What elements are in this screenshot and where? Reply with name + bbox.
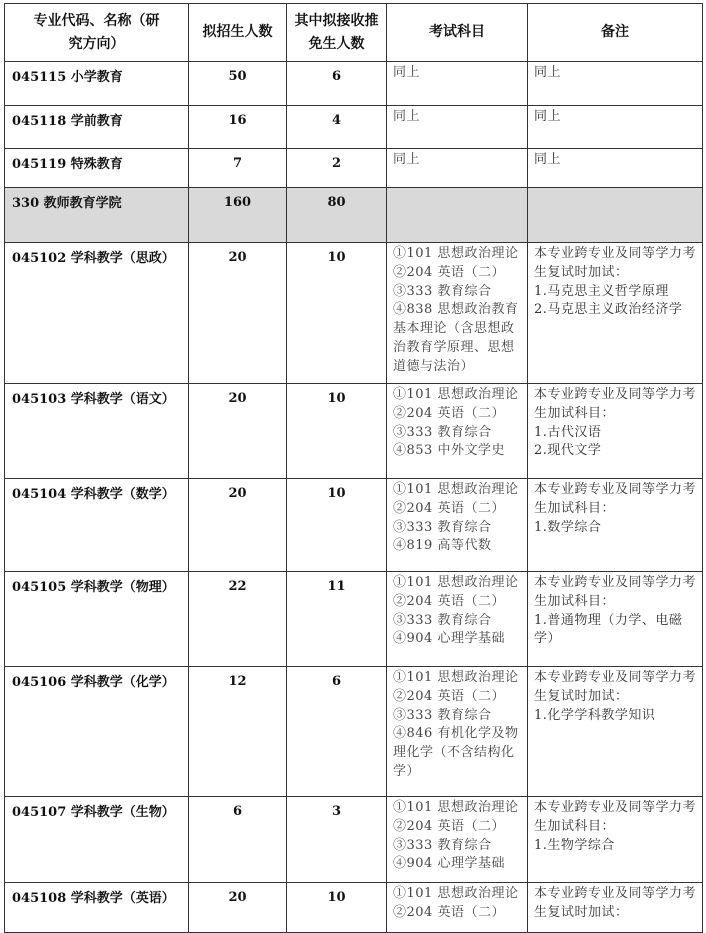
remark bbox=[528, 384, 703, 479]
exempt-count: 10 bbox=[287, 384, 387, 479]
exam-subject: ②204 英语（二） bbox=[393, 593, 505, 609]
major-name: 045104 学科教学（数学） bbox=[5, 479, 189, 572]
header-plan: 拟招生人数 bbox=[189, 4, 287, 62]
table-row bbox=[5, 797, 703, 883]
remark bbox=[528, 479, 703, 572]
remark-line: 同上 bbox=[534, 152, 562, 167]
exam-subjects bbox=[387, 479, 528, 572]
exam-subject: ③333 教育综合 bbox=[393, 707, 492, 723]
exam-subjects bbox=[387, 883, 528, 933]
remark-line: 本专业跨专业及同等学力考生加试科目： bbox=[534, 387, 697, 421]
major-name: 045107 学科教学（生物） bbox=[5, 797, 189, 883]
remark-line: 1.化学学科教学知识 bbox=[534, 707, 656, 723]
exam-subject: ①101 思想政治理论 bbox=[393, 482, 519, 497]
header-row bbox=[5, 4, 703, 62]
remark bbox=[528, 62, 703, 106]
exam-subject: ④819 高等代数 bbox=[393, 538, 492, 554]
exam-subject: ③333 教育综合 bbox=[393, 424, 492, 440]
major-name: 330 教师教育学院 bbox=[5, 188, 189, 243]
exam-subject: ②204 英语（二） bbox=[393, 688, 505, 704]
exam-subject: ②204 英语（二） bbox=[393, 818, 505, 834]
exam-subject: 同上 bbox=[393, 109, 421, 124]
remark-line: 本专业跨专业及同等学力考生复试时加试： bbox=[534, 670, 697, 704]
exam-subjects bbox=[387, 62, 528, 106]
major-name: 045108 学科教学（英语） bbox=[5, 883, 189, 933]
exempt-count: 10 bbox=[287, 479, 387, 572]
exam-subject: ②204 英语（二） bbox=[393, 405, 505, 421]
exam-subjects bbox=[387, 149, 528, 188]
header-exempt: 其中拟接收推免生人数 bbox=[287, 4, 387, 62]
plan-count: 20 bbox=[189, 384, 287, 479]
remark-line: 2.马克思主义政治经济学 bbox=[534, 302, 683, 318]
exempt-count: 10 bbox=[287, 883, 387, 933]
exempt-count: 11 bbox=[287, 572, 387, 667]
remark bbox=[528, 667, 703, 797]
major-name: 045118 学前教育 bbox=[5, 106, 189, 149]
exempt-count: 6 bbox=[287, 62, 387, 106]
exempt-count: 3 bbox=[287, 797, 387, 883]
exam-subject: ①101 思想政治理论 bbox=[393, 670, 519, 685]
remark-line: 1.古代汉语 bbox=[534, 424, 602, 440]
plan-count: 20 bbox=[189, 243, 287, 384]
exam-subject: ①101 思想政治理论 bbox=[393, 387, 519, 402]
exam-subject: ④853 中外文学史 bbox=[393, 443, 505, 459]
exam-subject: ④838 思想政治教育基本理论（含思想政治教育学原理、思想道德与法治） bbox=[393, 302, 519, 374]
header-note: 备注 bbox=[528, 4, 703, 62]
remark-line: 本专业跨专业及同等学力考生加试科目： bbox=[534, 575, 697, 609]
remark-line: 同上 bbox=[534, 65, 562, 80]
major-name: 045103 学科教学（语文） bbox=[5, 384, 189, 479]
exam-subject: ①101 思想政治理论 bbox=[393, 246, 519, 261]
exam-subject: ④846 有机化学及物理化学（不含结构化学） bbox=[393, 726, 519, 779]
exam-subject: ①101 思想政治理论 bbox=[393, 886, 519, 901]
exam-subject: ③333 教育综合 bbox=[393, 283, 492, 299]
remark bbox=[528, 149, 703, 188]
exam-subject: ①101 思想政治理论 bbox=[393, 575, 519, 590]
major-name: 045102 学科教学（思政） bbox=[5, 243, 189, 384]
table-row bbox=[5, 572, 703, 667]
table-row bbox=[5, 667, 703, 797]
table-row bbox=[5, 883, 703, 933]
exam-subjects bbox=[387, 384, 528, 479]
remark-line: 1.马克思主义哲学原理 bbox=[534, 283, 669, 299]
plan-count: 22 bbox=[189, 572, 287, 667]
remark-line: 1.普通物理（力学、电磁学） bbox=[534, 612, 683, 647]
enrollment-table bbox=[4, 3, 703, 933]
exam-subjects bbox=[387, 667, 528, 797]
remark-line: 2.现代文学 bbox=[534, 443, 602, 459]
remark-line: 本专业跨专业及同等学力考生加试科目： bbox=[534, 800, 697, 834]
header-major: 专业代码、名称（研究方向） bbox=[5, 4, 189, 62]
exempt-count: 10 bbox=[287, 243, 387, 384]
major-name: 045106 学科教学（化学） bbox=[5, 667, 189, 797]
exempt-count: 6 bbox=[287, 667, 387, 797]
plan-count: 16 bbox=[189, 106, 287, 149]
table-row bbox=[5, 62, 703, 106]
exam-subjects bbox=[387, 243, 528, 384]
exam-subjects bbox=[387, 188, 528, 243]
plan-count: 20 bbox=[189, 479, 287, 572]
remark bbox=[528, 797, 703, 883]
exam-subject: ③333 教育综合 bbox=[393, 519, 492, 535]
table-row bbox=[5, 149, 703, 188]
exam-subjects bbox=[387, 797, 528, 883]
table-row bbox=[5, 479, 703, 572]
table-row bbox=[5, 384, 703, 479]
remark bbox=[528, 243, 703, 384]
exam-subject: ③333 教育综合 bbox=[393, 837, 492, 853]
plan-count: 20 bbox=[189, 883, 287, 933]
plan-count: 160 bbox=[189, 188, 287, 243]
remark-line: 本专业跨专业及同等学力考生复试时加试： bbox=[534, 246, 697, 280]
remark bbox=[528, 188, 703, 243]
plan-count: 12 bbox=[189, 667, 287, 797]
major-name: 045115 小学教育 bbox=[5, 62, 189, 106]
table-row bbox=[5, 243, 703, 384]
major-name: 045119 特殊教育 bbox=[5, 149, 189, 188]
major-name: 045105 学科教学（物理） bbox=[5, 572, 189, 667]
remark bbox=[528, 572, 703, 667]
exam-subject: ②204 英语（二） bbox=[393, 904, 505, 920]
table-row bbox=[5, 188, 703, 243]
exam-subject: ②204 英语（二） bbox=[393, 264, 505, 280]
exam-subjects bbox=[387, 572, 528, 667]
plan-count: 50 bbox=[189, 62, 287, 106]
exam-subject: ③333 教育综合 bbox=[393, 612, 492, 628]
exam-subject: ④904 心理学基础 bbox=[393, 856, 505, 872]
exam-subject: ②204 英语（二） bbox=[393, 500, 505, 516]
exam-subject: 同上 bbox=[393, 65, 421, 80]
remark-line: 本专业跨专业及同等学力考生加试科目： bbox=[534, 482, 697, 516]
exempt-count: 4 bbox=[287, 106, 387, 149]
plan-count: 6 bbox=[189, 797, 287, 883]
exam-subject: 同上 bbox=[393, 152, 421, 167]
exam-subject: ④904 心理学基础 bbox=[393, 631, 505, 647]
remark-line: 本专业跨专业及同等学力考生复试时加试： bbox=[534, 886, 697, 920]
exam-subject: ①101 思想政治理论 bbox=[393, 800, 519, 815]
remark bbox=[528, 883, 703, 933]
plan-count: 7 bbox=[189, 149, 287, 188]
table-row bbox=[5, 106, 703, 149]
exam-subjects bbox=[387, 106, 528, 149]
remark-line: 1.数学综合 bbox=[534, 519, 602, 535]
remark-line: 1.生物学综合 bbox=[534, 837, 615, 853]
header-exam: 考试科目 bbox=[387, 4, 528, 62]
remark bbox=[528, 106, 703, 149]
exempt-count: 80 bbox=[287, 188, 387, 243]
remark-line: 同上 bbox=[534, 109, 562, 124]
exempt-count: 2 bbox=[287, 149, 387, 188]
